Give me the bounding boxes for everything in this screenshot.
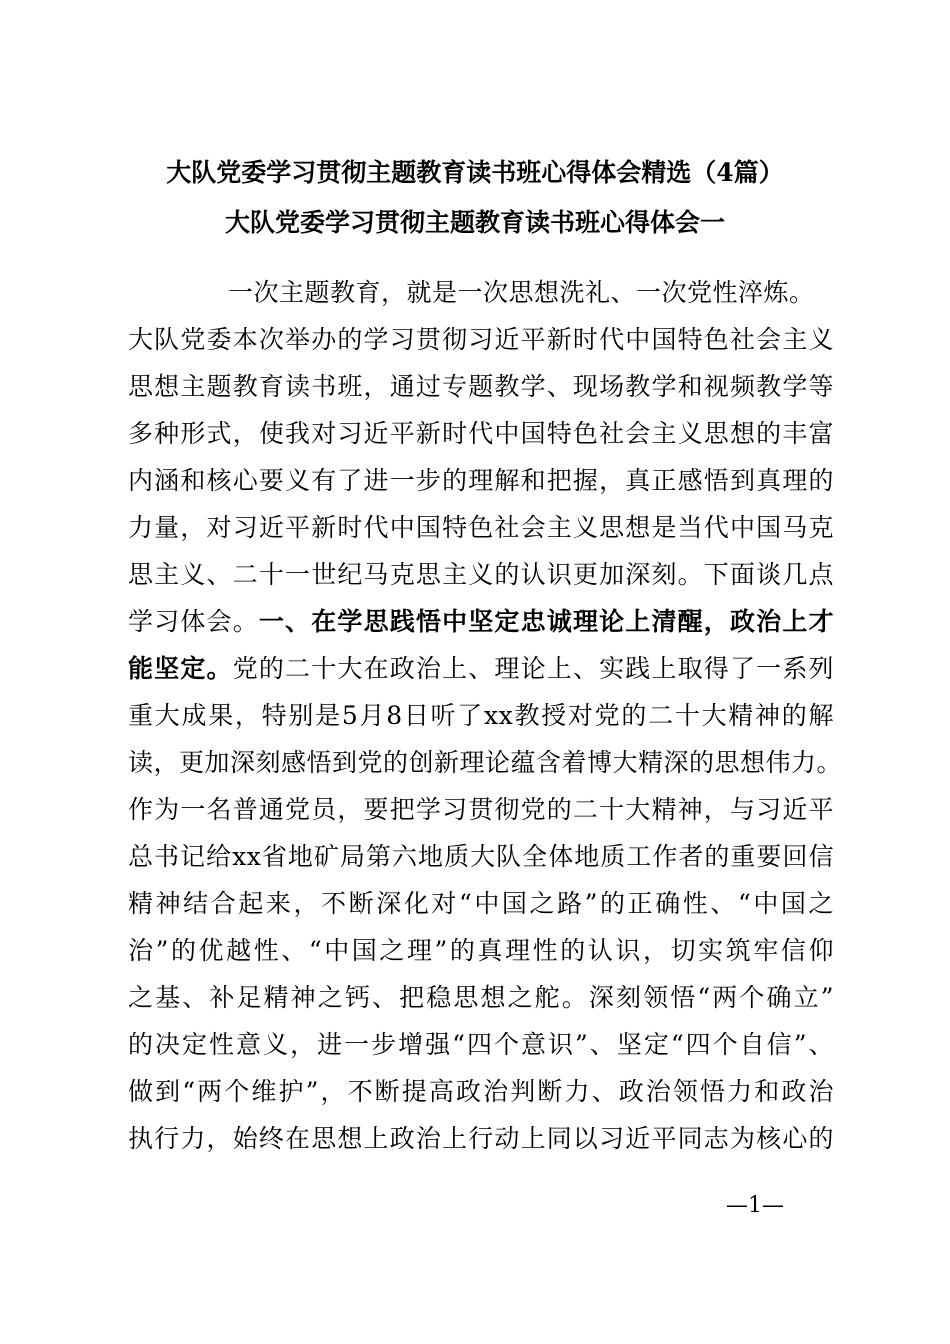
- paragraph-line: 做到“两个维护”，不断提高政治判断力、政治领悟力和政治: [128, 1077, 834, 1106]
- paragraph-line: 思想主题教育读书班，通过专题教学、现场教学和视频教学等: [128, 372, 834, 401]
- paragraph-line: 总书记给xx省地矿局第六地质大队全体地质工作者的重要回信: [128, 842, 834, 871]
- paragraph-line: 的决定性意义，进一步增强“四个意识”、坚定“四个自信”、: [128, 1030, 834, 1059]
- paragraph-line: 内涵和核心要义有了进一步的理解和把握，真正感悟到真理的: [128, 466, 834, 495]
- paragraph-line: 作为一名普通党员，要把学习贯彻党的二十大精神，与习近平: [128, 795, 834, 824]
- section-heading-part: 一、在学思践悟中坚定忠诚理论上清醒，政治上才: [258, 607, 834, 636]
- paragraph-line: 治”的优越性、“中国之理”的真理性的认识，切实筑牢信仰: [128, 936, 834, 965]
- page-number: —1—: [726, 1193, 784, 1218]
- paragraph-line: 多种形式，使我对习近平新时代中国特色社会主义思想的丰富: [128, 419, 834, 448]
- paragraph-line: 精神结合起来，不断深化对“中国之路”的正确性、“中国之: [128, 889, 834, 918]
- section-heading-part: 能坚定。: [128, 654, 233, 683]
- paragraph-line-with-heading: [128, 607, 834, 637]
- paragraph-line: 一次主题教育，就是一次思想洗礼、一次党性淬炼。: [228, 278, 815, 307]
- paragraph-text: 党的二十大在政治上、理论上、实践上取得了一系列: [232, 654, 834, 683]
- paragraph-line: 之基、补足精神之钙、把稳思想之舵。深刻领悟“两个确立”: [128, 983, 834, 1012]
- paragraph-line: 重大成果，特别是5月8日听了xx教授对党的二十大精神的解: [128, 701, 834, 730]
- document-subtitle: 大队党委学习贯彻主题教育读书班心得体会一: [224, 208, 725, 237]
- paragraph-line: 执行力，始终在思想上政治上行动上同以习近平同志为核心的: [128, 1124, 834, 1153]
- paragraph-line: 思主义、二十一世纪马克思主义的认识更加深刻。下面谈几点: [128, 560, 834, 589]
- paragraph-text: 学习体会。: [128, 607, 259, 636]
- paragraph-line: 大队党委本次举办的学习贯彻习近平新时代中国特色社会主义: [128, 325, 834, 354]
- paragraph-line: 读，更加深刻感悟到党的创新理论蕴含着博大精深的思想伟力。: [128, 748, 843, 777]
- paragraph-line: 力量，对习近平新时代中国特色社会主义思想是当代中国马克: [128, 513, 834, 542]
- document-title: 大队党委学习贯彻主题教育读书班心得体会精选（4篇）: [166, 158, 784, 187]
- paragraph-line-with-heading: [128, 654, 834, 684]
